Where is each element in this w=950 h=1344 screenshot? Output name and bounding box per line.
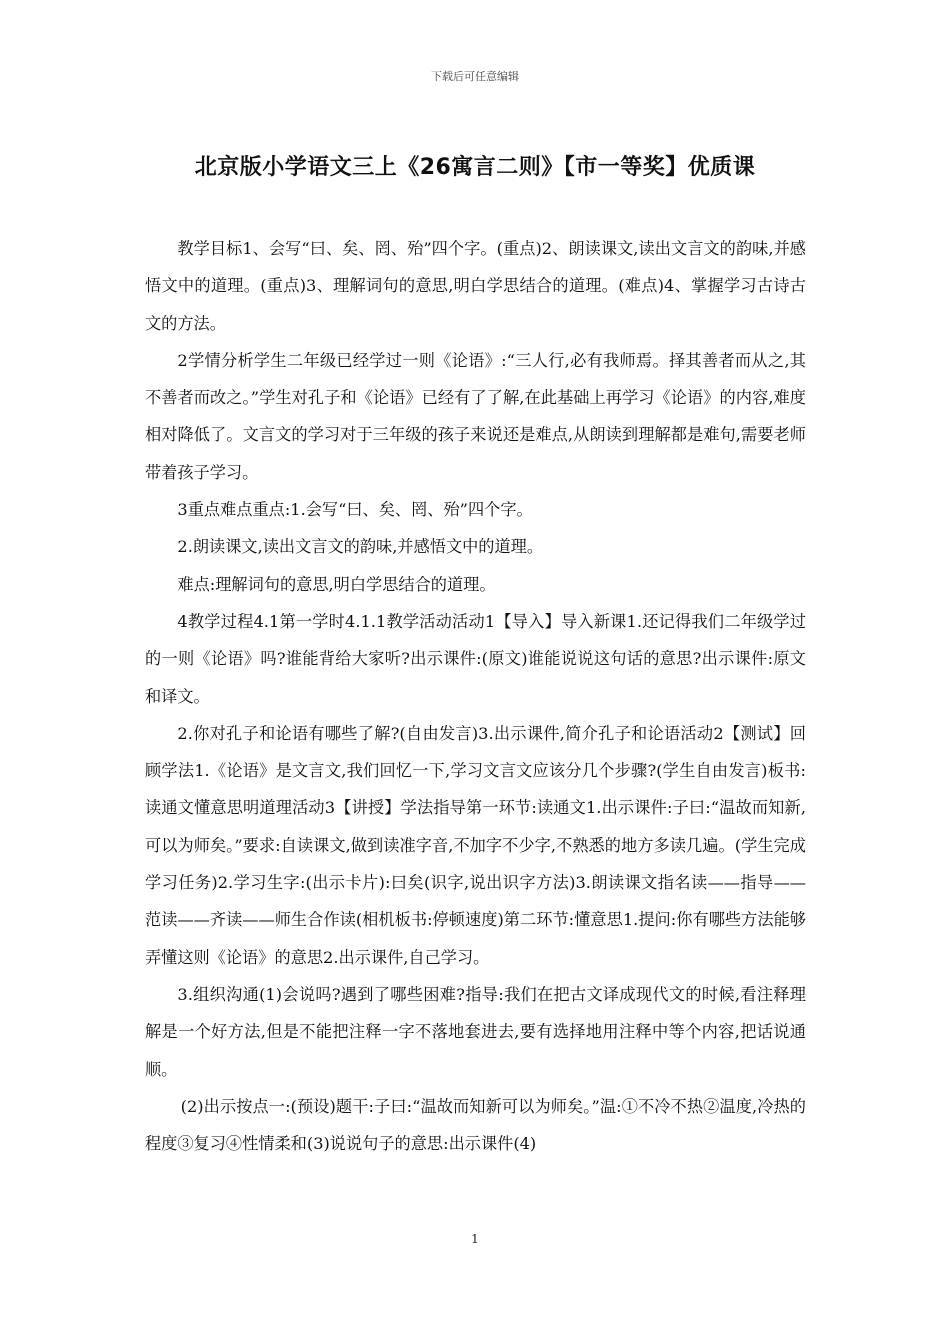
page-header-note: 下载后可任意编辑 — [431, 70, 519, 83]
paragraph-learner-analysis: 2学情分析学生二年级已经学过一则《论语》:“三人行,必有我师焉。择其善者而从之,其不善者而改之。”学生对孔子和《论语》已经有了了解,在此基础上再学习《论语》的内容,难度相对降低了。文言文的学习对于三年级的孩子来说还是难点,从朗读到理解都是难句,需要老师带着孩子学习。 — [145, 350, 806, 482]
document-title: 北京版小学语文三上《26寓言二则》【市一等奖】优质课 — [194, 155, 756, 180]
paragraph-key-points: 3重点难点重点:1.会写“曰、矣、罔、殆”四个字。 — [177, 500, 533, 520]
paragraph-communication: 3.组织沟通(1)会说吗?遇到了哪些困难?指导:我们在把古文译成现代文的时候,看注释理解是一个好方法,但是不能把注释一字不落地套进去,要有选择地用注释中等个内容,把话说通顺。 — [145, 984, 806, 1079]
paragraph-teaching-process: 4教学过程4.1第一学时4.1.1教学活动活动1【导入】导入新课1.还记得我们二年级学过的一则《论语》吗?谁能背给大家听?出示课件:(原文)谁能说说这句话的意思?出示课件:原文和译文。 — [145, 611, 806, 706]
paragraph-key-point-2: 2.朗读课文,读出文言文的韵味,并感悟文中的道理。 — [177, 537, 544, 557]
page-number: 1 — [471, 1232, 479, 1246]
paragraph-difficult-points: 难点:理解词句的意思,明白学思结合的道理。 — [177, 574, 496, 594]
paragraph-activities: 2.你对孔子和论语有哪些了解?(自由发言)3.出示课件,简介孔子和论语活动2【测试】回顾学法1.《论语》是文言文,我们回忆一下,学习文言文应该分几个步骤?(学生自由发言)板书:读通文懂意思明道理活动3【讲授】学法指导第一环节:读通文1.出示课件:子曰:“温故而知新,可以为师矣。”要求:自读课文,做到读准字音,不加字不少字,不熟悉的地方多读几遍。(学生完成学习任务)2.学习生字:(出示卡片):曰矣(识字,说出识字方法)3.朗读课文指名读——指导——范读——齐读——师生合作读(相机板书:停顿速度)第二环节:懂意思1.提问:你有哪些方法能够弄懂这则《论语》的意思2.出示课件,自己学习。 — [145, 723, 806, 967]
paragraph-exercise: (2)出示按点一:(预设)题干:子曰:“温故而知新可以为师矣。”温:①不冷不热②温度,冷热的程度③复习④性情柔和(3)说说句子的意思:出示课件(4) — [145, 1096, 806, 1154]
paragraph-teaching-goals: 教学目标1、会写“曰、矣、罔、殆”四个字。(重点)2、朗读课文,读出文言文的韵味,并感悟文中的道理。(重点)3、理解词句的意思,明白学思结合的道理。(难点)4、掌握学习古诗古文的方法。 — [145, 239, 806, 333]
document-body — [145, 230, 806, 1162]
